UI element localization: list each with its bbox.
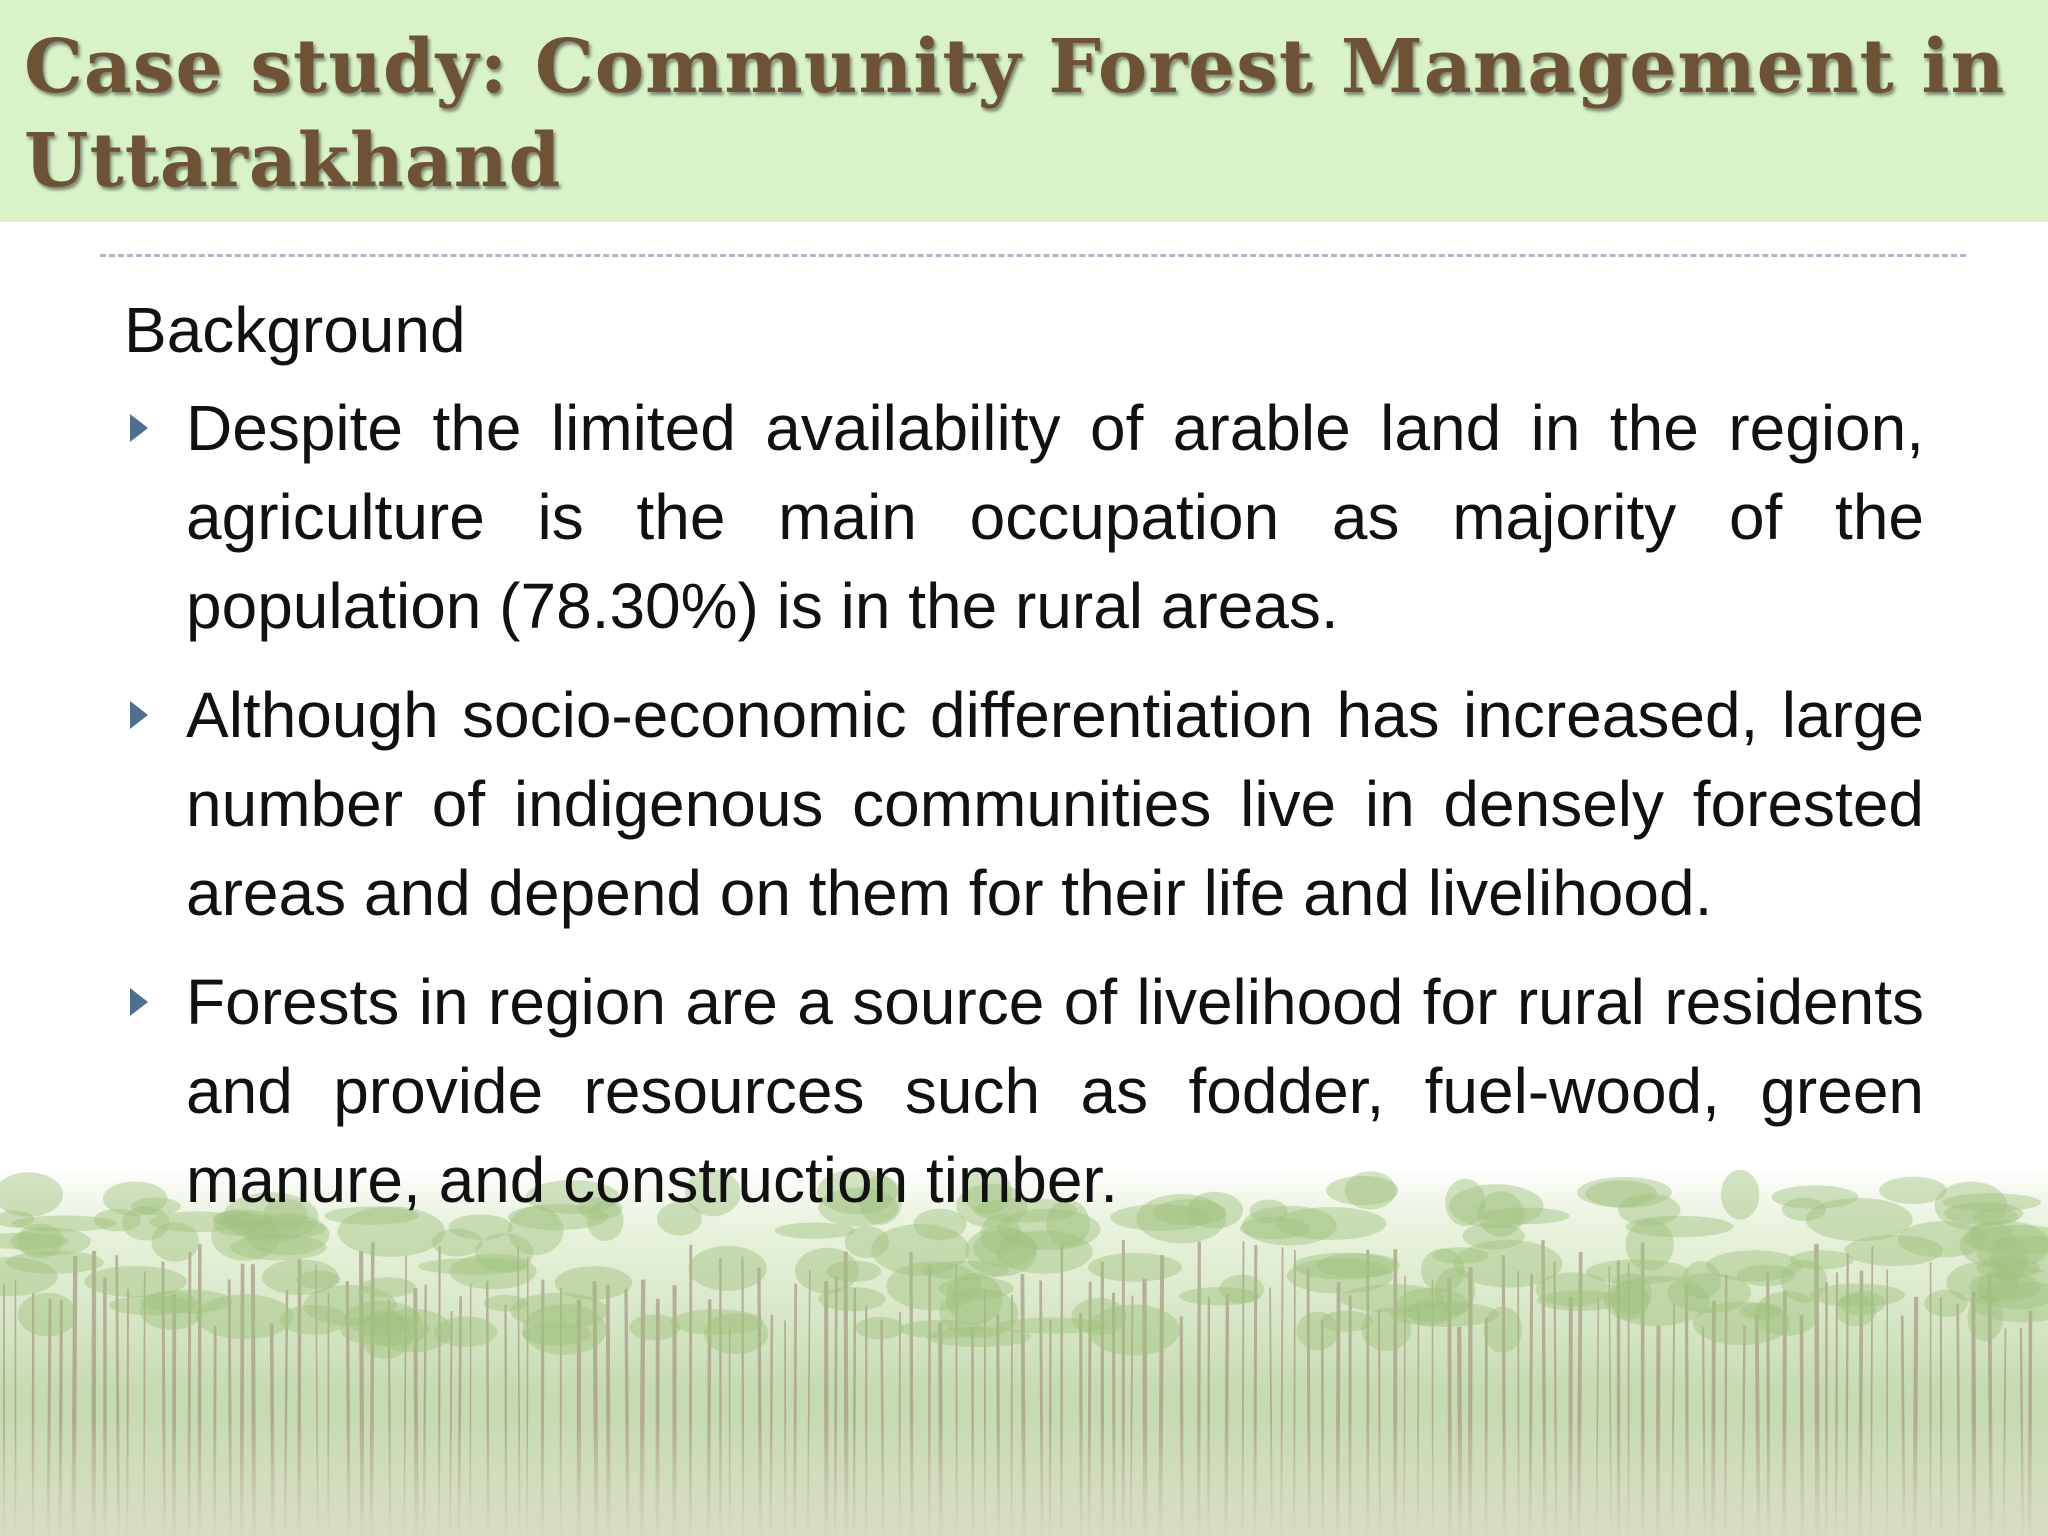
leaf-cluster xyxy=(279,1305,348,1335)
leaf-cluster xyxy=(340,1314,430,1346)
leaf-cluster xyxy=(629,1314,680,1340)
leaf-cluster xyxy=(689,1246,767,1291)
leaf-cluster xyxy=(1810,1284,1906,1307)
leaf-cluster xyxy=(1667,1273,1751,1313)
triangle-right-icon xyxy=(130,988,148,1016)
leaf-cluster xyxy=(360,1277,416,1297)
leaf-cluster xyxy=(1967,1295,2003,1341)
list-item xyxy=(124,958,1924,1225)
leaf-cluster xyxy=(1790,1250,1854,1269)
leaf-cluster xyxy=(12,1216,117,1232)
slide-title: Case study: Community Forest Management in Uttarakhand xyxy=(24,24,2006,204)
leaf-cluster xyxy=(1088,1304,1180,1355)
leaf-cluster xyxy=(1611,1281,1650,1320)
leaf-cluster xyxy=(1088,1253,1182,1282)
leaf-cluster xyxy=(85,1266,187,1297)
dashed-divider xyxy=(100,254,1966,257)
leaf-cluster xyxy=(818,1287,885,1311)
slide-content xyxy=(124,290,1924,1245)
leaf-cluster xyxy=(1317,1253,1400,1278)
leaf-cluster xyxy=(1407,1299,1451,1326)
triangle-right-icon xyxy=(130,701,148,729)
title-band xyxy=(0,0,2048,222)
leaf-cluster xyxy=(795,1248,859,1294)
triangle-right-icon xyxy=(130,414,148,442)
leaf-cluster xyxy=(704,1313,768,1354)
leaf-cluster xyxy=(109,1295,195,1315)
leaf-cluster xyxy=(510,1293,608,1329)
leaf-cluster xyxy=(1739,1303,1782,1320)
leaf-cluster xyxy=(6,1251,104,1274)
leaf-cluster xyxy=(899,1320,985,1339)
leaf-cluster xyxy=(1944,1202,2023,1225)
leaf-cluster xyxy=(1220,1275,1265,1304)
bullet-text: Forests in region are a source of livelihood for rural residents and provide resources such as fodder, fuel-wood, green manure, and construction timber. xyxy=(186,966,1924,1216)
list-item xyxy=(124,671,1924,938)
bullet-list xyxy=(124,384,1924,1225)
leaf-cluster xyxy=(855,1317,904,1340)
leaf-cluster xyxy=(18,1293,77,1337)
bullet-text: Although socio-economic differentiation has increased, large number of indigenous communities live in densely forested areas and depend on them for their life and livelihood. xyxy=(186,679,1924,929)
bullet-text: Despite the limited availability of arable land in the region, agriculture is the main occupation as majority of the population (78.30%) is in the rural areas. xyxy=(186,392,1924,642)
list-item xyxy=(124,384,1924,651)
leaf-cluster xyxy=(1969,1272,2041,1301)
leaf-cluster xyxy=(1296,1312,1339,1351)
leaf-cluster xyxy=(296,1271,340,1289)
section-heading: Background xyxy=(124,294,466,366)
leaf-cluster xyxy=(1432,1247,1488,1264)
